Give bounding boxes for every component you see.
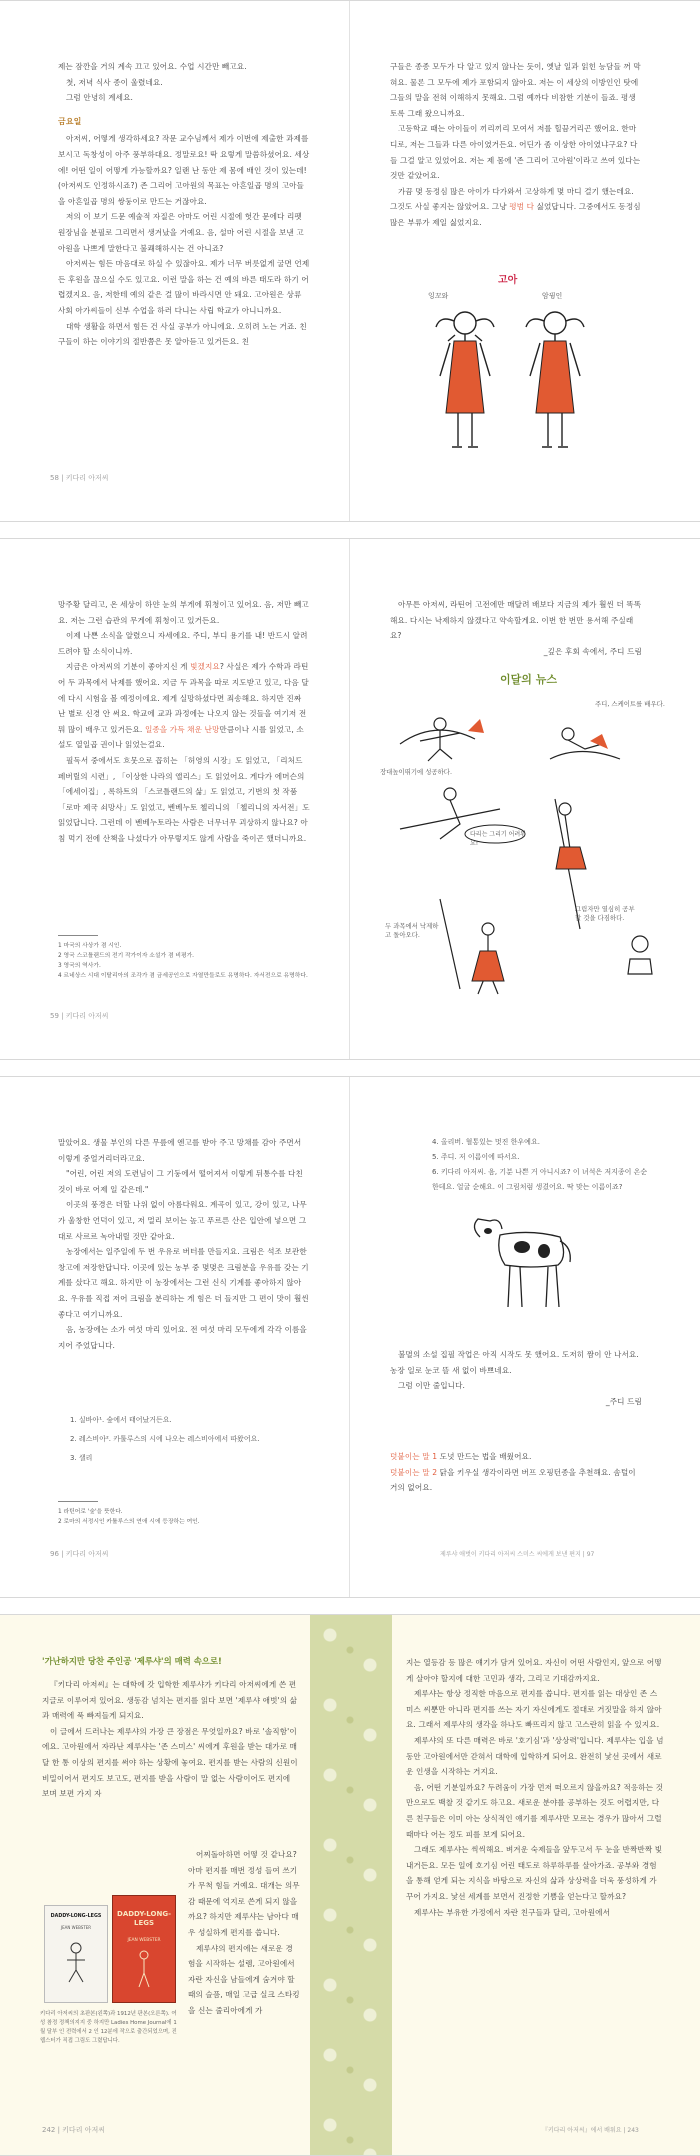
page-footer: 242 | 키다리 아저씨 [42,2126,105,2134]
girls-drawing [410,271,610,471]
body-text [406,1655,664,1920]
paragraph: 이 글에서 드러나는 제루샤의 가장 큰 장점은 무엇일까요? 바로 '솔직함'이에요. 고아원에서 자라난 제루샤는 '존 스미스' 씨에게 후원을 받는 대가로 매달 한 통 이상의 편지를 써야 하는 상황에 놓여요. 편지를 받는 사람의 신원이 비밀이어서 편지도 보고도, 편지를 받을 사람이 말 없는 사람이어도 편지에 보며 보편 가지 자 [42,1726,298,1799]
body-text-narrow [188,1847,300,2019]
list-item: 4. 올리버. 혈통있는 멋진 한우예요. [432,1138,540,1146]
page-footer: 제루샤 애벗이 키다리 아저씨 스미스 씨에게 보낸 편지 | 97 [440,1551,595,1558]
page-243 [392,1615,700,2155]
body-text [58,59,310,350]
paragraph [390,184,642,231]
paragraph [58,659,310,753]
body-text [390,1347,642,1409]
essay-title: '가난하지만 당찬 주인공 '제루샤'의 매력 속으로! [42,1656,222,1666]
text-run: ? 사실은 제가 수학과 라틴어 두 과목에서 낙제를 했어요. 지금 두 과목을 따로 지도받고 있고, 다음 달에 다시 시험을 볼 예정이에요. 제게 실망하셨다면 죄송해요. 하지만 진짜 난 별로 신경 안 써요. 학교에 교과 과정에는 나오지 않는 것들을 여기저 전뭐 많이 배우고 있거든요. [58,662,309,734]
paragraph: 『키다리 아저씨』는 대학에 갓 입학한 제루샤가 키다리 아저씨에게 쓴 편지글로 이루어져 있어요. 생동감 넘치는 편지를 읽다 보면 '제루샤 애벗'의 삶과 매력에 푹 빠져들게 되지요. [42,1680,298,1721]
paragraph: 그럼 안녕히 계세요. [66,93,134,103]
paragraph: 이제 나쁜 소식을 알렸으니 자세에요. 주디, 부디 용기를 내! 반드시 알려 드려야 할 소식이니까. [58,631,308,656]
paragraph: 대학 생활을 하면서 힘든 건 사실 공부가 아니에요. 오히려 노는 거죠. 친구들이 하는 이야기의 절반쯤은 못 알아듣고 있거든요. 친 [58,321,307,347]
paragraph: 그래도 제루샤는 씩씩해요. 벼겨운 숙제들을 앞두고서 두 눈을 반짝반짝 빛내거든요. 모든 일에 호기심 어린 태도로 하루하루를 살아가죠. 공부와 경험을 통해 얻게 되는 지식을 바탕으로 자신의 삶과 상상력을 더욱 풍성하게 가꾸어 가지요. 낯선 세계를 보면서 진정한 기쁨을 얻는다고 할까요? [406,1845,663,1901]
footnote: 3 영국의 역사가. [58,963,101,969]
book-author: JEAN WEBSTER [60,1925,92,1930]
paragraph: 첫, 저녁 식사 종이 울렸네요. [66,77,163,87]
paragraph: 제루샤의 편지에는 새로운 경험을 시작하는 설렘, 고아원에서 자란 자신을 남들에게 숨겨야 할 때의 슬픔, 매일 고급 실크 스타킹을 신는 줄리아에게 가 [188,1943,300,2015]
page-58 [0,1,350,521]
footnote: 4 르네상스 시대 이탈리아의 조각가 겸 금세공인으로 자열만들로도 유명하다. 자서전으로 유명하다. [58,973,308,979]
text-run: 지금은 아저씨의 기분이 좋아지신 게 [66,662,191,672]
body-text [390,59,642,231]
footnote-divider [58,935,98,936]
illustration-label: 잉꼬와 [428,292,449,300]
footnote-divider [58,1501,98,1502]
page-59 [350,1,699,521]
spread-4 [0,1614,700,2156]
page-96 [0,1077,350,1597]
news-title: 이달의 뉴스 [500,673,557,686]
paragraph: 아무튼 아저씨, 라틴어 고전에만 매달려 배보다 지금의 제가 훨씬 더 똑똑해요. 다시는 낙제하지 않겠다고 약속할게요. 이번 한 번만 용서해 주실래요? [390,600,642,641]
paragraph: "어린, 어린 저의 도련님이 그 기둥에서 떨어져서 이렇게 뒤통수를 다친 것이 바로 어제 일 같은데." [58,1169,303,1194]
paragraph: 제루샤는 부유한 가정에서 자란 친구들과 달리, 고아원에서 [414,1907,611,1917]
cow-names-list-cont [432,1135,652,1195]
paragraph: 구들은 종종 모두가 다 알고 있지 않나는 듯이, 옛날 일과 읽힌 능담들 꺼 막혀요. 물론 그 모두에 제가 포함되지 않아요. 저는 이 세상의 이방인인 탓에 그들의 말을 전혀 이해하지 못해요. 그럼 예까다 비참한 기분이 들죠. 평생토록 그래 왔으니까요. [390,62,641,118]
paragraph: 농장에서는 일주일에 두 번 우유로 버터를 만들지요. 크림은 석조 보관한 창고에 저장한답니다. 이곳에 있는 농부 중 몇몇은 크림분을 우유를 갖는 기계를 샀다고 해요. 하지만 이 농장에서는 그런 신식 기계를 좋아하지 않아요. 우유를 직접 저어 크림을 분리하는 게 힘은 더 들지만 그 편이 맛이 훨씬 좋다고 여기니까요. [58,1247,309,1319]
page-60 [350,539,699,1059]
news-label: 장대높이뛰기에 성공하다. [380,768,452,776]
day-heading: 금요일 [58,116,82,126]
page-footer: 58 | 키다리 아저씨 [50,474,109,482]
footnote: 1 라틴어로 '숲'을 뜻한다. [58,1509,123,1515]
paragraph: 제루샤는 항상 정직한 마음으로 편지를 씁니다. 편지를 읽는 대상인 존 스미스 씨뿐만 아니라 편지를 쓰는 자기 자신에게도 절대로 거짓말을 하지 않아요. 그래서 제루샤의 생각을 하나도 빠뜨리지 않고 고스란히 읽을 수 있지요. [406,1689,662,1730]
paragraph: 음, 농장에는 소가 여섯 마리 있어요. 전 여섯 마리 모두에게 각각 이름을 지어 주었답니다. [58,1325,307,1350]
list-item: 6. 키다리 아저씨. 음, 기분 나쁜 거 아니시죠? 이 녀석은 저지종이 온순한데요. 얼굴 순해요. 이 그림처럼 생겼어요. 딱 맞는 이름이죠? [432,1168,648,1191]
paragraph: 고등학교 때는 아이들이 끼리끼리 모여서 저를 힐끔거리곤 했어요. 한마디로, 저는 그들과 다른 아이였거든요. 어딘가 좀 이상한 아이였냐구요? 다들 그걸 알고 있었어요. 저는 제 몸에 '존 그리어 고아원'이라고 쓰여 있다는 것만 같았어요. [390,124,641,181]
body-text [390,597,642,659]
signoff: _깊은 후회 속에서, 주디 드림 [543,646,642,656]
hl-para-text-b: 싫었답니다. 그중에서도 동정심 많은 부류가 제일 싫었지요. [390,202,641,227]
spread-2 [0,538,700,1060]
page-59b [0,539,350,1059]
body-text [58,1135,310,1353]
book-figure [113,1943,175,1993]
news-drawing [380,689,670,1019]
paragraph: 제루샤의 또 다른 매력은 바로 '호기심'과 '상상력'입니다. 제루샤는 입을 넘 동안 고아원에서만 갇혀서 대학에 입학하게 되어요. 완전히 낯선 곳에서 새로운 인생을 시작하는 거지요. [406,1735,664,1777]
cow-names-list [70,1411,310,1468]
spread-1 [0,0,700,522]
footnote: 2 영국 스코틀랜드의 전기 작가이자 소설가 겸 비평가. [58,953,195,959]
paragraph: 제는 잠깐을 거의 계속 끄고 있어요. 수업 시간만 빼고요. [58,62,247,71]
footnote: 2 로마의 서정시인 카툴루스의 연애 시에 등장하는 여인. [58,1519,200,1525]
page-footer: 『키다리 아저씨』에서 배워요 | 243 [542,2127,639,2134]
paragraph: 어찌돌아하면 어떻 것 같나요? 아마 편지를 매번 정성 들여 쓰기가 무척 힘들 거예요. 대개는 의무감 때문에 억지로 쓴게 되지 않을까요? 하지만 제루샤는 남아다 매우 성실하게 편지를 씁니다. [188,1850,300,1937]
book-caption: 키다리 아저씨의 초판본(왼쪽)과 1912년 판본(오른쪽). 여성 참정 정책의지지 중 하지만 Ladies Home Journal에 1월 달부 인 전력에서 2 인 12분에 작으로 출간되었으며, 진 웹스터가 직접 그림도 그렸답니다. [40,2011,177,2044]
list-item: 3. 샐리 [70,1454,93,1462]
paragraph: 불멸의 소설 집필 작업은 아직 시작도 못 했어요. 도저히 짬이 안 나서요. 농장 일로 눈코 뜰 새 없이 바쁘네요. [390,1350,639,1375]
footnotes [58,935,310,981]
hl-para-text-a: 가끔 몇 동정심 많은 아이가 다가와서 고상하게 몇 마디 걸기 했는데요. 그것도 사실 좋지는 않았어요. 그냥 [390,186,634,212]
paragraph: 망주황 달리고, 온 세상이 하얀 눈의 부게에 휘청이고 있어요. 음, 저만 빼고요. 저는 그런 습관의 무게에 휘청이고 있거든요. [58,600,309,625]
ps-label: 덧붙이는 말 1 [390,1452,438,1461]
text-run: 만큼이나 시를 읽었고, 소설도 열일곱 권이나 읽었는걸요. [58,724,304,750]
footnote: 1 마국의 사상가 겸 시인. [58,943,122,949]
paragraph: 그럼 이만 줄입니다. [398,1381,466,1391]
news-label: 두 과목에서 낙제하고 돌아오다. [385,922,439,939]
monthly-news-illustration [380,689,670,1019]
paragraph: 필독서 중에서도 흐뭇으로 꼽히는 「허영의 시장」도 읽었고, 「리처드 페버릴의 시련」, 「이상한 나라의 앨리스」도 읽었어요. 게다가 에머슨의 「에세이집」, 록하트의 「스코틀랜드의 삶」도 읽었고, 기번의 첫 작품 「로마 제국 쇠망사」도 읽었고, 벤베누토 첼리니의 「첼리니의 자서전」도 읽었답니다. 그런데 이 벤베누토라는 사람은 너무너무 괴상하지 않나요? 아침 먹기 전에 산책을 나섰다가 아무렇지도 않게 사람을 죽이곤 했더니까요. [58,755,310,843]
paragraph: 저의 이 보기 드문 예술적 자질은 아마도 어린 시절에 헛간 문에다 리펫 원장님을 분필로 그리면서 생겨났을 거예요. 음, 설마 어린 시절을 보낸 고아원을 나쁘게 말한다고 불쾌해하시는 건 아니죠? [58,212,304,253]
footnotes [58,1501,310,1527]
paragraph: 말았어요. 생물 부인의 다른 무릎에 엔고를 받아 주고 망채를 감아 주면서 이렇게 중얼거리더라고요. [58,1138,302,1163]
body-text [42,1677,300,1802]
book-title: DADDY-LONG-LEGS [50,1914,102,1919]
book-cover-1912 [112,1895,176,2003]
paragraph: 아저씨는 힘든 마음대로 하실 수 있잖아요. 제가 너무 버릇없게 굴면 언제든 후원을 끊으실 수도 있고요. 이런 말을 하는 건 예의 바른 태도라 하기 어렵겠지요. 음, 저한테 예의 같은 걸 많이 바라시면 안 돼요. 고아원은 상류 사회 아가씨들이 신부 수업을 하러 다니는 사립 학교가 아니니까요. [58,259,310,315]
list-item: 5. 주디. 저 이름이에 따서요. [432,1153,520,1161]
illustration-title: 고아 [498,275,518,286]
paragraph: 이곳의 풍경은 더할 나위 없이 아름다워요. 계곡이 있고, 강이 있고, 나무가 울창한 언덕이 있고, 저 멀리 보이는 높고 푸르른 산은 입안에 넣으면 그대로 사르르 녹아내릴 것만 같아요. [58,1200,307,1241]
cow-illustration [460,1207,580,1317]
list-item: 1. 실바아¹. 숲에서 태어났거든요. [70,1416,172,1424]
spread-3 [0,1076,700,1598]
page-footer: 96 | 키다리 아저씨 [50,1550,109,1558]
highlight-text: 일종을 가득 채운 난망 [144,724,220,734]
ps-item: 덧붙이는 말 1 도넛 만드는 법을 배웠어요. [390,1452,532,1461]
orphan-girls-illustration [410,271,610,471]
paragraph: 음, 어떤 기분일까요? 두려움이 가장 먼저 떠오르지 않을까요? 적응하는 것만으로도 백찰 것 같기도 하고요. 새로운 분야를 공부하는 것도 어렵지만, 다른 친구들은 이미 아는 상식적인 얘기를 제루샤만 모르는 경우가 많아서 그럴 때마다 어는 정도 피를 보게 되어요. [406,1782,664,1839]
paragraph: 아저씨, 어떻게 생각하세요? 작문 교수님께서 제가 이번에 제출한 과제를 보시고 독창성이 아주 풍부하대요. 정말로요! 딱 요렇게 말씀하셨어요. 세상에! 어떤 일이 어떻게 가능할까요? 일랜 난 동안 제 몸에 배인 것이 있는데! (아저씨도 인정하시죠?) 존 그리어 고아원의 목표는 아흔일곱 명의 고아들을 아흔일곱 명의 쌍둥이로 만드는 거잖아요. [58,134,310,206]
postscript [390,1449,642,1496]
highlight-text: 빛겠지요 [190,662,220,672]
ps-item: 덧붙이는 말 2 닭을 키우실 생각이라면 버프 오핑턴종을 추천해요. 솜털이 거의 없어요. [390,1467,636,1493]
news-label: 주디, 스케이트를 배우다. [595,700,665,708]
cow-drawing [460,1207,580,1317]
signoff: _주디 드림 [605,1396,642,1406]
news-label: 그림자만 열심히 공부할 것을 다짐하다. [575,905,635,922]
book-figure [45,1936,107,1986]
list-item: 2. 레스비아². 카툴루스의 시에 나오는 레스비아에서 따왔어요. [70,1435,260,1443]
ps-label: 덧붙이는 말 2 [390,1467,438,1477]
floral-divider-strip [310,1615,392,2155]
page-97 [350,1077,699,1597]
book-cover-first-edition [44,1905,108,2003]
page-242 [0,1615,310,2155]
book-author: JEAN WEBSTER [127,1938,161,1943]
body-text [58,597,310,847]
illustration-label: 암꿩인 [542,292,563,300]
book-title: DADDY-LONG-LEGS [117,1910,171,1927]
page-footer: 59 | 키다리 아저씨 [50,1012,109,1020]
paragraph: 지는 열등감 등 많은 얘기가 담겨 있어요. 자신이 어떤 사람인지, 앞으로 어떻게 살아야 할지에 대한 고민과 생각, 그리고 기대감까지요. [406,1658,662,1683]
highlight-text: 평범 다 [509,202,535,212]
news-label: 다리는 그리기 어려워요! [470,831,526,847]
